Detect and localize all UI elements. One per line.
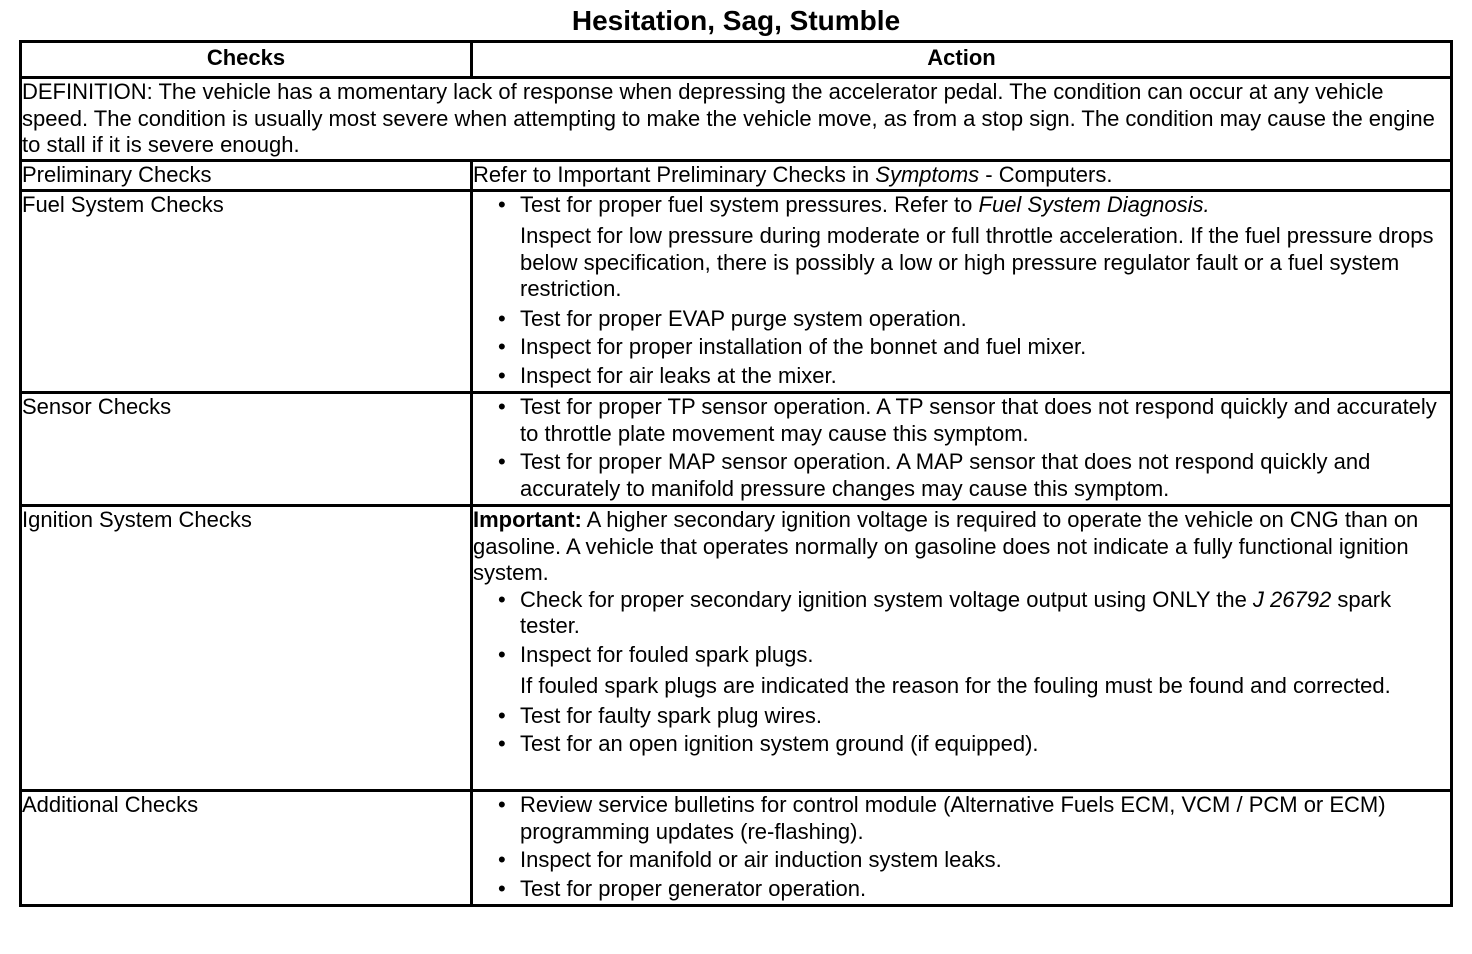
item-text: Inspect for proper installation of the bonnet and fuel mixer. [520,334,1087,359]
tool-number: J 26792 [1252,586,1332,612]
bullet-list [473,587,1450,669]
bullet-icon: • [498,394,506,419]
table-row [21,393,1452,506]
bullet-icon: • [498,731,506,756]
important-text: A higher secondary ignition voltage is required to operate the vehicle on CNG than on gasoline. A vehicle that operates normally on gasoline does not indicate a fully functional ignition system. [473,507,1419,585]
table-row [21,506,1452,791]
additional-checks-label: Additional Checks [21,791,472,906]
bullet-icon: • [498,641,506,667]
item-text: Check for proper secondary ignition system voltage output using ONLY the [520,586,1253,612]
item-text: Inspect for manifold or air induction system leaks. [520,847,1002,872]
list-item [498,792,1450,845]
bullet-icon: • [498,847,506,872]
definition-row [21,78,1452,161]
fuel-diagnosis-reference: Fuel System Diagnosis. [978,191,1210,217]
additional-checks-action [472,791,1452,906]
bullet-list [473,394,1450,502]
fuel-system-checks-label: Fuel System Checks [21,190,472,393]
list-item [498,702,1450,730]
header-row [21,42,1452,78]
bullet-icon: • [498,191,506,217]
item-text: Inspect for fouled spark plugs. [520,641,814,667]
list-item [498,394,1450,447]
note-text: If fouled spark plugs are indicated the reason for the fouling must be found and corrected. [520,673,1391,698]
bullet-icon: • [498,792,506,817]
item-text: Test for proper EVAP purge system operation. [520,305,967,331]
item-text: spark tester. [520,586,1392,638]
bullet-icon: • [498,362,506,388]
definition-text: DEFINITION: The vehicle has a momentary lack of response when depressing the accelerator pedal. The condition can occur at any vehicle speed. The condition is usually most severe when attempting to make the vehicle move, as from a stop sign. The condition may cause the engine to stall if it is severe enough. [21,78,1452,161]
page-title: Hesitation, Sag, Stumble [571,5,901,36]
list-item [498,641,1450,669]
bullet-list [473,792,1450,902]
table-row [21,160,1452,190]
bullet-icon: • [498,586,506,612]
list-item [498,191,1450,219]
symptoms-reference: Symptoms [875,161,980,187]
list-item [498,334,1450,361]
ignition-system-checks-action [472,506,1452,791]
item-text: Review service bulletins for control module (Alternative Fuels ECM, VCM / PCM or ECM) programming updates (re-flashing). [520,792,1386,844]
action-header: Action [472,42,1452,78]
sensor-checks-label: Sensor Checks [21,393,472,506]
sensor-checks-action [472,393,1452,506]
bullet-icon: • [498,702,506,728]
list-item [498,305,1450,333]
list-item [498,449,1450,502]
item-text: Test for faulty spark plug wires. [520,702,823,728]
preliminary-checks-action [472,160,1452,190]
item-text: Inspect for air leaks at the mixer. [520,362,837,388]
bullet-list [473,306,1450,390]
diagnostic-table [19,40,1453,907]
bullet-list [473,703,1450,758]
table-row [21,791,1452,906]
list-item [498,847,1450,874]
bullet-icon: • [498,875,506,901]
important-label: Important: [473,507,582,532]
item-text: Test for proper TP sensor operation. A TP sensor that does not respond quickly and accurately to throttle plate movement may cause this symptom. [520,394,1437,446]
list-item [498,362,1450,390]
list-item [498,586,1450,640]
table-row [21,190,1452,393]
ignition-system-checks-label: Ignition System Checks [21,506,472,791]
action-text: - Computers. [979,161,1113,187]
note-text: Inspect for low pressure during moderate or full throttle acceleration. If the fuel pressure drops below specification, there is possibly a low or high pressure regulator fault or a fuel system restriction. [520,223,1434,301]
item-text: Test for proper MAP sensor operation. A MAP sensor that does not respond quickly and accurately to manifold pressure changes may cause this symptom. [520,449,1371,501]
list-item [498,731,1450,758]
action-text: Refer to Important Preliminary Checks in [473,161,876,187]
bullet-icon: • [498,305,506,331]
fuel-system-checks-action [472,190,1452,393]
item-text: Test for an open ignition system ground (if equipped). [520,731,1039,756]
item-text: Test for proper generator operation. [520,875,867,901]
preliminary-checks-label: Preliminary Checks [21,160,472,190]
important-note [473,507,1450,587]
list-item [498,875,1450,903]
bullet-icon: • [498,449,506,474]
bullet-list [473,192,1450,219]
checks-header: Checks [21,42,472,78]
item-text: Test for proper fuel system pressures. Refer to [520,191,979,217]
bullet-icon: • [498,334,506,359]
